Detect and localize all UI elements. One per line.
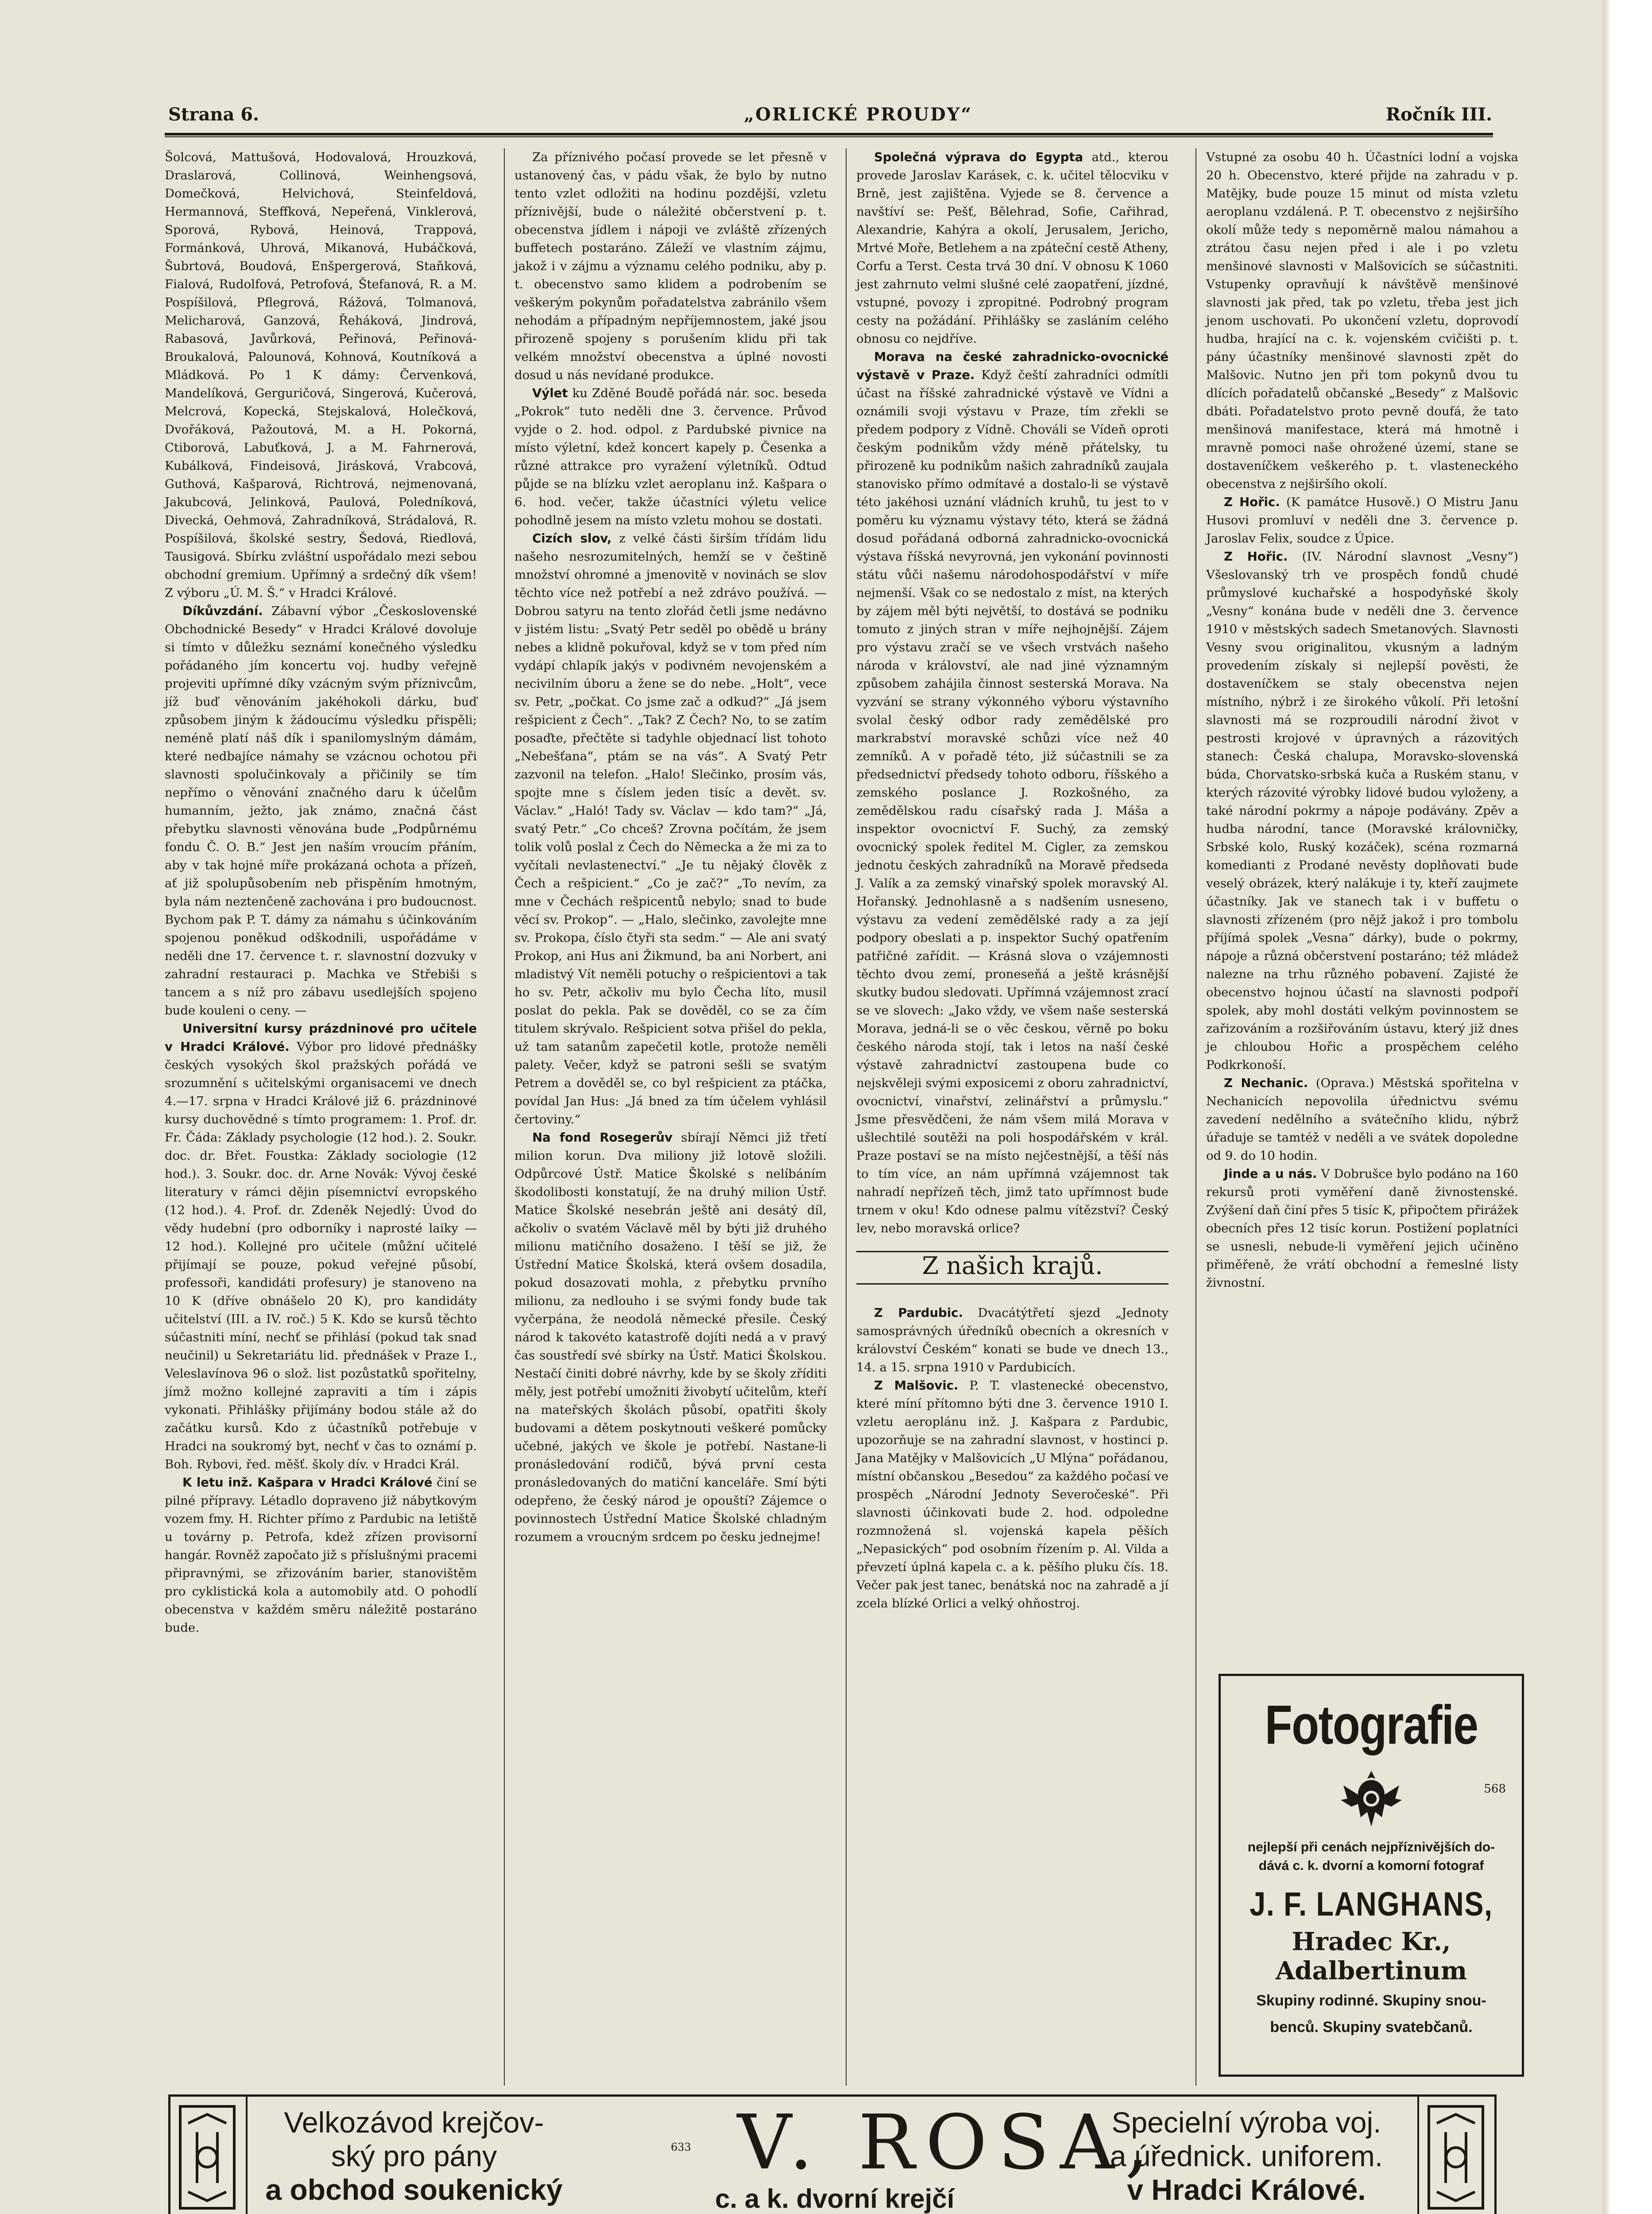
- article-heading: Společná výprava do Egypta: [874, 150, 1083, 164]
- article-paragraph: [165, 1474, 477, 1637]
- article-paragraph: [1206, 148, 1518, 493]
- column-2: [515, 148, 827, 1546]
- article-paragraph: [856, 1377, 1168, 1613]
- article-heading: Morava na české zahradnicko-ovocnické výstavě v Praze.: [856, 350, 1168, 382]
- article-paragraph: [165, 1020, 477, 1474]
- imperial-eagle-icon: [1338, 1765, 1404, 1832]
- ad-left-line-3: a obchod soukenický: [265, 2173, 563, 2206]
- ad-line-1: nejlepší při cenách nejpříznivějších do-: [1247, 1840, 1495, 1854]
- article-paragraph: [1206, 493, 1518, 548]
- article-heading: Výlet: [532, 386, 568, 400]
- newspaper-title: „ORLICKÉ PROUDY“: [744, 104, 973, 125]
- article-text: (Oprava.) Městská spořitelna v Nechanicích nepovolila úřednictvu svému zavedení nedělního a svátečního klidu, nýbrž úřaduje se tamtéž v neděli a ve svátek dopoledne od 9. do 10 hodin.: [1206, 1076, 1518, 1163]
- photographer-advertisement: [1219, 1674, 1524, 2077]
- article-text: Za příznivého počasí provede se let přesně v ustanovený čas, v pádu však, že bylo by nutno tento vzlet odložiti na hodinu pozdější, vzletu příznivější, bude o náležité občerstvení p. t. obecenstva jídlem i nápoji ve zvláště zřízených buffetech postaráno. Záleží ve vlastním zájmu, jakož i v zájmu a významu celého podniku, aby p. t. obecenstvo samo klidem a podrobením se veškerým pokynům pořadatelstva zabránilo všem nehodám a případným nepříjemnostem, jaké jsou přirozeně spojeny s porušením klidu při tak velkém množství obecenstva a úplné novosti dosud u nás nevídané produkce.: [515, 150, 827, 382]
- article-text: Vstupné za osobu 40 h. Účastníci lodní a vojska 20 h. Obecenstvo, které přijde na zahradu v p. Matějky, bude pouze 15 minut od místa vzletu aeroplanu vzdálená. P. T. obecenstvo z nejširšího okolí může tedy s nepoměrně malou námahou a ztrátou času nejen před i ale i po vzletu menšinové slavnosti v Malšovicích se súčastniti. Vstupenky opravňují k návštěvě menšinové slavnosti jak před, tak po vzletu, třeba jest jich jenom uschovati. Po ukončení vzletu, doprovodí hudba, hrající na c. k. vojenském cvičišti p. t. pány účastníky menšinové slavnosti zpět do Malšovic. Nutno jen při tom pokynů dvou tu dlících pořadatelů občanské „Besedy“ z Malšovic dbáti. Pořadatelstvo proto pevně doufá, že tato menšinová manifestace, která má hmotně i mravně pomoci naše ohrožené území, stane se dostaveníčkem veškerého p. t. vlasteneckého obecenstva z nejširšího okolí.: [1206, 150, 1518, 491]
- column-divider: [504, 148, 505, 2086]
- article-heading: Jinde a u nás.: [1224, 1167, 1317, 1181]
- column-1: [165, 148, 477, 1637]
- page-number: Strana 6.: [168, 104, 259, 125]
- column-divider: [1195, 148, 1196, 2086]
- ad-number: 568: [1484, 1782, 1506, 1796]
- article-heading: K letu inž. Kašpara v Hradci Králové: [182, 1475, 433, 1490]
- volume-label: Ročník III.: [1385, 104, 1492, 125]
- article-text: Dvacátýtřetí sjezd „Jednoty samosprávných úředníků obecních a okresních v království Českém“ konati se bude ve dnech 13., 14. a 15. srpna 1910 v Pardubicích.: [856, 1306, 1168, 1374]
- article-text: Výbor pro lidové přednášky českých vysokých škol pražských pořádá ve srozumnění s učitelskými organisacemi ve dnech 4.—17. srpna v Hradci Králové již 6. prázdninové kursy duchovědné s tímto programem: 1. Prof. dr. Fr. Čáda: Základy psychologie (12 hod.). 2. Soukr. doc. dr. Břet. Foustka: Základy sociologie (12 hod.). 3. Soukr. doc. dr. Arne Novák: Vývoj české literatury v rámci dějin písemnictví evropského (12 hod.). 4. Prof. dr. Zdeněk Nejedlý: Úvod do vědy hudební (pro odborníky i naprosté laiky — 12 hod.). Kollejné pro učitele (můžní učitelé přijímají se pouze, pokud veřejné působí, professoři, kandidáti profesury) je stanoveno na 10 K (dříve obnášelo 20 K), pro kandidáty učitelství (III. a IV. roč.) 5 K. Kdo se kursů těchto súčastniti míní, nechť se přihlásí (pokud tak snad neučinil) u Sekretariátu lid. přednášek v Praze I., Veleslavínova 96 o slož. list pozůstatků spořitelny, jímž možno kollejné zapraviti a tím i zápis vykonati. Přihlášky přijímány bodou stále až do začátku kursů. Kdo z účastníků potřebuje v Hradci na soukromý byt, nechť v čas to oznámí p. Boh. Rybovi, řed. měšť. školy dív. v Hradci Král.: [165, 1040, 477, 1471]
- article-paragraph: [165, 602, 477, 1020]
- article-text: z velké části širším třídám lidu našeho nesrozumitelných, hemží se v češtině množství ohromné a jmenovitě v novinách se slov těchto více než potřebí a než zdrávo používá. — Dobrou satyru na tento zlořád četli jsme nedávno v jistém listu: „Svatý Petr seděl po obědě u brány nebes a klidně pokuřoval, když se v tom před ním vydápí chlapík jakýs v podivném nevojenském a necivilním úboru a žene se do nebe. „Holt“, vece sv. Petr, „počkat. Co jsme zač a odkud?“ „Já jsem rešpicient z Čech“. „Tak? Z Čech? No, to se zatím posaďte, přečtěte si tadyhle objednací list tohoto „Nebešťana“, ptám se na vás“. A Svatý Petr zazvonil na telefon. „Halo! Slečinko, prosím vás, spojte mne s číslem jeden tisíc a devět. sv. Václav.“ „Haló! Tady sv. Václav — kdo tam?“ „Já, svatý Petr.“ „Co chceš? Zrovna počítám, že jsem tolik volů poslal z Čech do Německa a že mi za to vyčítali nevlastenectví.“ „Je tu nějaký člověk z Čech a rešpicient.“ „Co je zač?“ „To nevím, za mne v Čechách rešpicentů nebylo; snad to bude věcí sv. Prokop“. — „Halo, slečinko, zavolejte mne sv. Prokopa, číslo čtyři sta sedm.“ — Ale ani svatý Prokop, ani Hus ani Žikmund, ba ani Norbert, ani mladistvý Vít neměli potuchy o rešpicientovi a tak ho sv. Petr, ačkoliv mu bylo Čecha líto, musil poslat do pekla. Pak se dověděl, co se za čím titulem skrývalo. Rešpicient sotva přišel do pekla, už tam satanům zapečetil kotle, protože neměli palety. Večer, když se patroni sešli se svatým Petrem a dověděl se, co byl rešpicient za ptáčka, povídal Jan Hus: „Já bned za tím účelem vyhlásil čertoviny.“: [515, 531, 827, 1126]
- ornament-right: [1417, 2097, 1494, 2214]
- ornament-left: [170, 2097, 248, 2214]
- ad-right-text: [1091, 2106, 1401, 2206]
- article-paragraph: [515, 530, 827, 1129]
- ad-right-line-1: Specielní výroba voj.: [1111, 2106, 1381, 2139]
- column-divider: [846, 148, 847, 2086]
- ad-left-line-1: Velkozávod krejčov-: [284, 2106, 544, 2139]
- header-rule: [165, 133, 1493, 137]
- article-paragraph: [1206, 1165, 1518, 1292]
- article-paragraph: [165, 148, 477, 602]
- page-margin-right: [1609, 0, 1652, 2214]
- ad-number: 633: [671, 2141, 691, 2153]
- column-3: [856, 148, 1168, 1613]
- article-heading: Díkůvzdání.: [182, 604, 263, 618]
- ad-groups-line-2: benců. Skupiny svatebčanů.: [1270, 2019, 1473, 2036]
- ad-tailor-title: c. a k. dvorní krejčí: [715, 2184, 955, 2214]
- article-text: Zábavní výbor „Československé Obchodnické Besedy“ v Hradci Králové dovoluje si tímto v důležku seznámí konečného výsledku pořádaného jím koncertu voj. hudby veřejně projeviti upřímné díky vzácným svým příznivcům, jíž buď věnováním jakéhokoli dárku, buď způsobem jiným k žádoucímu výsledku přispěli; neméně platí náš dík i spanilomyslným dámám, které nedbajíce námahy se vzácnou ochotou při slavnosti spolučinkovaly a přičinily se tím nepřímo o věnování značného daru k účelům humanním, ježto, jak známo, značná část přebytku slavnosti věnována bude „Podpůrnému fondu Č. O. B.“ Jest jen naším vroucím přáním, aby v tak hojné míře prokázaná ochota a přízeň, ať již spolupůsobením neb přispěním hmotným, byla nám neztenčeně zachována i pro budoucnost. Bychom pak P. T. dámy za námahu s účinkováním spojenou poněkud odškodnili, uspořádáme v neděli dne 17. července t. r. slavnostní dozvuky v zahradní restauraci p. Machka ve Střebiši s tancem a s níž pro zábavu usedlejších spojeno bude kouleni o ceny. —: [165, 604, 477, 1018]
- article-text: atd., kterou provede Jaroslav Karásek, c. k. učitel tělocviku v Brně, jest zajištěna. Vyjede se 8. července a navštíví se: Pešť, Bělehrad, Sofie, Cařihrad, Alexandrie, Kahýra a okolí, Jerusalem, Jericho, Mrtvé Moře, Betlehem a na zpáteční cestě Atheny, Corfu a Terst. Cesta trvá 30 dní. V obnosu K 1060 jest zahrnuto velmi slušné celé zaopatření, jízdné, vstupné, povozy i zpropitné. Podrobný program cesty na požádání. Přihlášky se zasláním celého obnosu co nejdříve.: [856, 150, 1168, 346]
- page-header: [168, 104, 1492, 131]
- ad-line-2: dává c. k. dvorní a komorní fotograf: [1258, 1858, 1484, 1873]
- article-paragraph: [1206, 1074, 1518, 1165]
- ad-photographer-name: J. F. LANGHANS,: [1250, 1885, 1493, 1923]
- ad-left-text: [263, 2106, 565, 2206]
- ad-address: Hradec Kr., Adalbertinum: [1275, 1927, 1467, 1986]
- article-paragraph: [515, 1129, 827, 1546]
- ad-right-line-2: a úřednick. uniforem.: [1110, 2140, 1383, 2172]
- article-heading: Cizích slov,: [532, 531, 612, 546]
- ad-body: [246, 2097, 1419, 2214]
- section-heading: Z našich krajů.: [856, 1251, 1168, 1285]
- article-heading: Z Hořic.: [1224, 550, 1288, 564]
- ad-tailor-name: V. ROSA,: [737, 2099, 1160, 2187]
- article-text: ku Zděné Boudě pořádá nár. soc. beseda „Pokrok“ tuto neděli dne 3. července. Průvod vyjde o 2. hod. odpol. z Pardubské pivnice na místo výletní, kdež koncert kapely p. Česenka a různé attrakce pro vyražení výletníků. Odtud půjde se na blízku vzlet aeroplanu inž. Kašpara o 6. hod. večer, takže účastníci výletu velice pohodlně jesem na místo vzletu mohou se dostati.: [515, 386, 827, 527]
- article-paragraph: [515, 148, 827, 384]
- article-text: Když čeští zahradníci odmítli účast na říšské zahradnické výstavě ve Vídni a oznámili svoji výstavu v Praze, tím zřekli se předem podpory z Vídně. Chováli se Vídeň oproti českým podnikům vždy méně přátelsky, tu přirozeně ku podnikům našich zahradníků zaujala stanovisko přímo odmítavé a dostalo-li se výstavě této jakéhosi uznání vládních kruhů, tu jest to v poměru ku významu výstavy této, která se žádná dosud pořádaná odborná zahradnicko-ovocnická výstava říšská nevyrovná, jen vykonání povinnosti státu vůči našemu národohospodářství v míře nejmenší. Však co se nedostalo z míst, na kterých by zájem měl býti největší, to dostává se podniku tomuto z jiných stran v míře nejhojnější. Zájem pro výstavu zračí se ve všech vrstvách našeho národa v království, ale nad jiné významným způsobem zahájila činnost sesterská Morava. Na vyzvání se strany výkonného výboru výstavního svolal český odbor rady zemědělské pro markrabství moravské schůzi více než 40 zemníků. A v pořadě této, již súčastnili se za předsednictví předsedy tohoto odboru, říšského a zemského poslance J. Rozkošného, za zemědělskou radu císařský rada J. Máša a inspektor ovocnictví F. Suchý, za zemský ovocnický spolek ředitel M. Cigler, za zemskou jednotu českých zahradníků na Moravě předseda J. Valík a za zemský vinařský spolek moravský Al. Hořanský. Jednohlasně a s nadšením usneseno, výstavu za vedení zemědělské rady a za její podpory obeslati a p. inspektor Suchý opatřením patřičné zařídit. — Krásná slova o vzájemnosti těchto dvou zemí, proneseňá a ještě krásnější skutky budou sledovati. Upřímná vzájemnost zrací se ve slovech: „Jako vždy, ve všem naše sesterská Morava, jedná-li se o věc českou, věrně po boku českého národa stojí, tak i letos na naší české výstavě zahradnictví zastoupena bude co nejskvěleji svými exposicemi z oboru zahradnictví, ovocnictví, vinařství, zelinářství a průmyslu.“ Jsme přesvědčeni, že nám všem milá Morava v ušlechtilé soutěži na poli hospodářském v král. Praze postaví se na místo nejčestnější, a těší nás to tím více, an nám upřímná vzájemnost tak nahradí nepřízeň těch, jimž tato upřímnost bude trnem v oku! Kdo odnese palmu vítězství? Český lev, nebo moravská orlice?: [856, 368, 1168, 1235]
- article-text: (IV. Národní slavnost „Vesny“) Všeslovanský trh ve prospěch fondů chudé průmyslové kuchařské a hospodyňské školy „Vesny“ konána bude v neděli dne 3. července 1910 v městských sadech Smetanových. Slavnosti Vesny svou originalitou, vkusným a ladným provedením získaly si nejlepší pověsti, že dostaveníčkem se staly obecenstva nejen místního, nýbrž i ze širokého vůkolí. Při letošní slavnosti má se rozproudili národní život v pestrosti krojové v úpravných a rázovitých stanech: Česká chalupa, Moravsko-slovenská búda, Chorvatsko-srbská kuča a Ruském stanu, v kterých rázovité výrobky lidové budou vyloženy, a také národní pokrmy a nápoje podávány. Zpěv a hudba národní, tance (Moravské královničky, Srbské kolo, Ruský kozáček), scéna rozmarná komedianti z Prodané nevěsty doplňovati bude veselý obrázek, který nalákuje i ty, kteří zaujmete účastníky. Jak ve stanech tak i v buffetu o slavnosti zřízeném (pro nějž jakož i pro tombolu příjímá spolek „Vesna“ dárky), bude o pokrmy, nápoje a různá občerstvení postaráno; též mládež nalezne na trhu různého pobavení. Zajisté že obecenstvo hojnou účastí na slavnosti podpoří spolek, aby mohl dostáti velkým povinnostem se zařizováním a rozšiřováním ústavu, který již dnes je chloubou Hořic a prospěchem celého Podkrkonoší.: [1206, 550, 1518, 1072]
- article-paragraph: [856, 1304, 1168, 1377]
- tailor-advertisement: [168, 2094, 1497, 2214]
- article-paragraph: [1206, 548, 1518, 1074]
- article-paragraph: [856, 348, 1168, 1238]
- article-heading: Universitní kursy prázdninové pro učitele v Hradci Králové.: [165, 1022, 477, 1054]
- article-heading: Z Pardubic.: [874, 1306, 963, 1320]
- article-heading: Z Malšovic.: [874, 1378, 959, 1393]
- ornament-left-icon: [170, 2097, 244, 2214]
- ad-title: Fotografie: [1265, 1695, 1478, 1756]
- article-text: P. T. vlastenecké obecenstvo, které míní přítomno býti dne 3. července 1910 I. vzletu aeroplánu inž. J. Kašpara z Pardubic, upozorňuje se na zahradní slavnost, v hostinci p. Jana Matějky v Malšovicích „U Mlýna“ pořádanou, místní občanskou „Besedou“ za každého počasí ve prospěch „Národní Jednoty Severočeské“. Při slavnosti účinkovati bude 2. hod. odpoledne rozmnožená sl. vojenská kapela pěších „Nepasických“ pod osobním řízením p. Al. Vilda a převzetí úplná kapela c. a k. pěšího pluku čís. 18. Večer pak jest tanec, benátská noc na zahradě a jí zcela blízké Orlici a velký ohňostroj.: [856, 1378, 1169, 1610]
- article-text: V Dobrušce bylo podáno na 160 rekursů proti vyměření daně živnostenské. Zvýšení daň činí přes 5 tisíc K, připočtem přirážek obecních přes 12 tisíc korun. Postižení poplatníci se usnesli, nebude-li vyměření jejich učiněno přiměřeně, že vrátí obchodní a řemeslné listy živnostní.: [1206, 1167, 1518, 1290]
- article-paragraph: [856, 148, 1168, 348]
- article-heading: Na fond Rosegerův: [532, 1130, 673, 1145]
- article-text: činí se pilné přípravy. Létadlo dopraveno již nábytkovým vozem fmy. H. Richter přímo z Pardubic na letiště u továrny p. Petrofa, kdež zřízen provisorní hangár. Rovněž započato již s příslušnými pracemi připravnými, se zřizováním barier, stanovištěm pro cyklistická kola a automobily atd. O pohodlí obecenstva v každém směru náležitě postaráno bude.: [165, 1475, 477, 1635]
- article-paragraph: [515, 384, 827, 530]
- article-heading: Z Nechanic.: [1224, 1076, 1308, 1090]
- ad-left-line-2: ský pro pány: [331, 2140, 497, 2172]
- article-heading: Z Hořic.: [1224, 495, 1280, 509]
- article-text: sbírají Němci již třetí milion korun. Dva miliony již lotově složili. Odpůrcové Ústř. Matice Školské s nelíbáním škodolibosti konstatují, že na druhý milion Ústř. Matice Školské nesebrán ještě ani desátý díl, ačkoliv o svatém Václavě měl by býti již druhého milionu matičního dosaženo. I těší se již, že Ústřední Matice Školská, která ovšem dosadila, pokud dosazovati mohla, z přebytku prvního milionu, za nedlouho i se svými fondy bude tak vyčerpána, že neodolá německé přesile. Český národ k takovéto katastrofě dojíti nedá a v pravý čas soustředí své sbírky na Ústř. Matici Školskou. Nestačí činiti dobré návrhy, kde by se školy zříditi měly, jest potřebí umožniti živobytí učitelům, kteří na mateřských školách působí, opatřiti školy budovami a dětem poskytnouti veškeré pomůcky učebné, jakých ve škole je potřebí. Nastane-li pronásledování rodičů, bývá první cesta pronásledovaných do matiční kanceláře. Smí býti odepřeno, že český národ je opouští? Zájemce o povinnostech Ústřední Matice Školské chladným rozumem a vroucným srdcem po česku jednejme!: [515, 1130, 827, 1544]
- page-edge-shadow: [1603, 0, 1610, 2214]
- ad-right-line-3: v Hradci Králové.: [1127, 2173, 1366, 2206]
- article-text: Šolcová, Mattušová, Hodovalová, Hrouzková, Draslarová, Collinová, Weinhengsová, Domečková, Helvichová, Steinfeldová, Hermannová, Steffková, Nepeřená, Vinklerová, Sporová, Rybová, Heinová, Trappová, Formánková, Uhrová, Mikanová, Hubáčková, Šubrtová, Boudová, Enšpergerová, Staňková, Fialová, Rudolfová, Petrofová, Štefanová, R. a M. Pospíšilová, Pflegrová, Rážová, Tolmanová, Melicharová, Ganzová, Řeháková, Jindrová, Rabasová, Javůrková, Peřinová, Peřinová-Broukalová, Palounová, Kohnová, Koutníková a Mládková. Po 1 K dámy: Červenková, Mandelíková, Gerguričová, Singerová, Kučerová, Melcrová, Kopecká, Stejskalová, Holečková, Dvořáková, Pažoutová, M. a H. Pokorná, Ctiborová, Labuťková, J. a M. Fahrnerová, Kubálková, Findeisová, Jirásková, Vrabcová, Guthová, Kašparová, Richtrová, nejmenovaná, Jakubcová, Jelinková, Paulová, Poledníková, Divecká, Oehmová, Zahradníková, Strádalová, R. Pospíšilová, školské sestry, Šedová, Riedlová, Tausigová. Sbírku zvláštní uspořádalo mezi sebou obchodní gremium. Upřímný a srdečný dík všem! Z výboru „Ú. M. Š.“ v Hradci Králové.: [165, 150, 477, 600]
- ornament-right-icon: [1419, 2097, 1493, 2214]
- ad-groups-line-1: Skupiny rodinné. Skupiny snou-: [1256, 1992, 1486, 2009]
- article-text: (K památce Husově.) O Mistru Janu Husovi promluví v neděli dne 3. července p. Jaroslav Felix, soudce z Úpice.: [1206, 495, 1518, 546]
- column-4: [1206, 148, 1518, 1292]
